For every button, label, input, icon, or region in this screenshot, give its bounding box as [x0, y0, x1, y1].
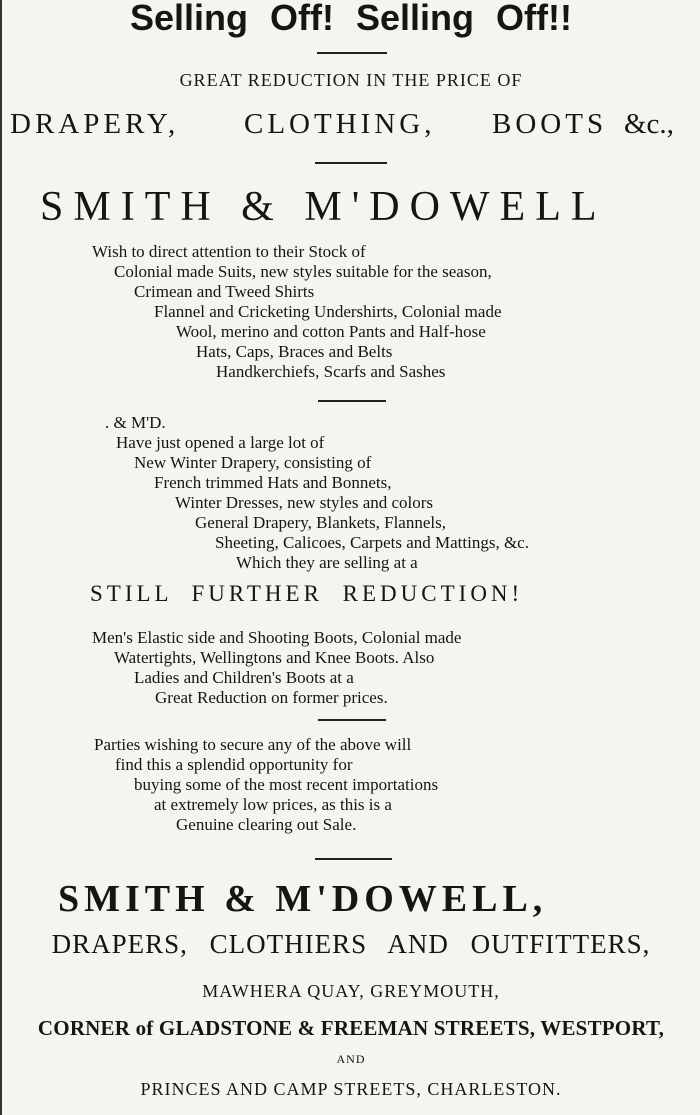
goods-drapery: DRAPERY, — [10, 108, 180, 140]
new-stock-line: Winter Dresses, new styles and colors — [175, 493, 434, 512]
headline: Selling Off! Selling Off!! — [130, 0, 572, 38]
firm-name-bold: SMITH & M'DOWELL, — [58, 878, 548, 920]
goods-etc: &c., — [624, 108, 674, 140]
new-stock-line: Have just opened a large lot of — [116, 433, 325, 452]
address-westport: CORNER of GLADSTONE & FREEMAN STREETS, WESTPORT, — [37, 1016, 665, 1040]
divider-rule-2 — [315, 162, 387, 164]
stock-line: Wool, merino and cotton Pants and Half-hose — [176, 322, 486, 341]
boots-line: Great Reduction on former prices. — [155, 688, 388, 707]
new-stock-line: General Drapery, Blankets, Flannels, — [195, 513, 446, 532]
address-greymouth: MAWHERA QUAY, GREYMOUTH, — [202, 981, 500, 1001]
divider-rule-1 — [317, 52, 387, 54]
goods-boots: BOOTS — [492, 108, 608, 140]
boots-line: Men's Elastic side and Shooting Boots, Colonial made — [92, 628, 462, 647]
divider-rule-3 — [318, 400, 386, 402]
goods-clothing: CLOTHING, — [244, 108, 436, 140]
parties-line: buying some of the most recent importations — [134, 775, 439, 794]
stock-line: Hats, Caps, Braces and Belts — [196, 342, 393, 361]
stock-line: Crimean and Tweed Shirts — [134, 282, 315, 301]
parties-line: Parties wishing to secure any of the above will — [94, 735, 412, 754]
parties-line: at extremely low prices, as this is a — [154, 795, 392, 814]
boots-line: Ladies and Children's Boots at a — [134, 668, 354, 687]
new-stock-line: . & M'D. — [105, 413, 166, 432]
reduction-line: GREAT REDUCTION IN THE PRICE OF — [179, 70, 523, 90]
stock-line: Flannel and Cricketing Undershirts, Colonial made — [154, 302, 502, 321]
firm-name: SMITH & M'DOWELL — [40, 184, 607, 230]
new-stock-line: Sheeting, Calicoes, Carpets and Mattings, &c. — [215, 533, 529, 552]
new-stock-line: Which they are selling at a — [236, 553, 418, 572]
stock-line: Handkerchiefs, Scarfs and Sashes — [216, 362, 446, 381]
new-stock-line: French trimmed Hats and Bonnets, — [154, 473, 392, 492]
stock-line: Wish to direct attention to their Stock of — [92, 242, 366, 261]
boots-line: Watertights, Wellingtons and Knee Boots. Also — [114, 648, 435, 667]
new-stock-line: New Winter Drapery, consisting of — [134, 453, 372, 472]
trades-line: DRAPERS, CLOTHIERS AND OUTFITTERS, — [51, 929, 651, 959]
divider-rule-4 — [318, 719, 386, 721]
and-word: AND — [336, 1052, 366, 1066]
stock-line: Colonial made Suits, new styles suitable for the season, — [114, 262, 492, 281]
parties-line: Genuine clearing out Sale. — [176, 815, 357, 834]
divider-rule-5 — [315, 858, 392, 860]
address-charleston: PRINCES AND CAMP STREETS, CHARLESTON. — [140, 1079, 562, 1099]
further-reduction: STILL FURTHER REDUCTION! — [90, 581, 524, 606]
parties-line: find this a splendid opportunity for — [115, 755, 353, 774]
